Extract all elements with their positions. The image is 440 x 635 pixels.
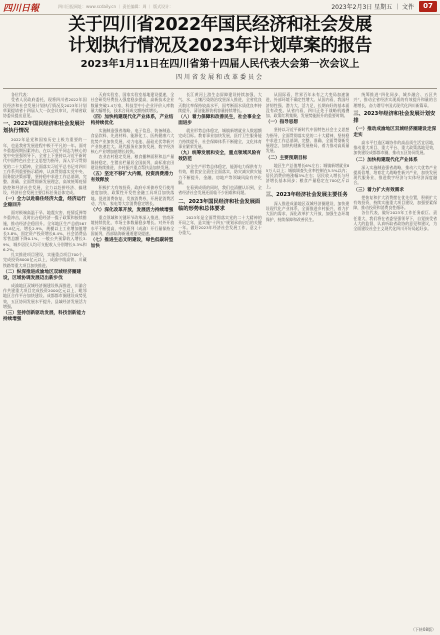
body-paragraph: 深入实施制造强省战略，推动六大优势产业提质倍增，培育壮大战略性新兴产业，加快发展现代服务业，推进数字经济与实体经济深度融合。	[353, 164, 437, 186]
body-paragraph: 2023年是全面贯彻落实党的二十大精神的开局之年，是实施“十四五”规划承前启后的关键一年。做好2023年经济社会发展工作，意义十分重大。	[178, 214, 262, 236]
subsection-heading: （四）加快构建现代化产业体系，产业结构持续优化	[90, 115, 174, 126]
newspaper-logo: 四川日報	[3, 4, 40, 14]
body-paragraph: 实施制造强省战略，电子信息、装备制造、食品饮料、先进材料、能源化工、医药健康六大优势产业加快发展，动力电池、晶硅光伏等新兴产业快速壮大。现代服务业加快发展，数字经济核心产业增加值增长较快。	[90, 128, 175, 154]
body-paragraph: 2022年是党和国家历史上极为重要的一年，也是我省发展进程中极不平凡的一年。面对多重超预期因素冲击，在以习近平同志为核心的党中央坚强领导下，全省上下坚持以习近平新时代中国特色社会主义思想为指导，深入学习贯彻党的二十大精神，全面落实习近平总书记对四川工作系列重要指示精神，认真贯彻落实党中央、国务院决策部署，坚持稳中求进工作总基调，完整、准确、全面贯彻新发展理念，高效统筹疫情防控和经济社会发展，全力以赴拼经济、搞建设，经济社会发展主要目标任务总体完成。	[3, 137, 87, 195]
body-paragraph: 受省人民政府委托，现将四川省2022年国民经济和社会发展计划执行情况及2023年计划草案提请省十四届人大一次会议审议，并请省政协委员提出意见。	[3, 97, 87, 118]
subsection-heading: （三）坚持创新驱动发展，科技创新能力持续增强	[3, 311, 86, 322]
edition-date: 2023年2月3日 星期五 ｜ 文件	[331, 4, 414, 11]
body-paragraph: 各位代表，做好2023年工作任务艰巨、责任重大，我们将在省委坚强领导下，自觉接受省人大的监督，认真听取省政协的意见和建议，为全面建设社会主义现代化四川开好局起好步。	[353, 210, 437, 231]
subsection-heading: （七）推进生态文明建设，绿色低碳转型加快	[90, 238, 174, 249]
body-paragraph: 地区生产总值增长6%左右；城镇新增就业85万人以上；城镇调查失业率控制在5.5%以内；居民消费价格涨幅3%左右；居民收入增长与经济增长基本同步；粮食产量稳定在700亿斤以上。	[265, 162, 350, 189]
section-heading: 一、2022年国民经济和社会发展计划执行情况	[3, 121, 85, 135]
title-line-1: 关于四川省2022年国民经济和社会发展	[68, 15, 372, 35]
continued-note: （下转08版）	[410, 627, 436, 632]
subsection-heading: （六）深化改革开放，发展活力持续增强	[90, 208, 174, 213]
column-1	[3, 92, 87, 633]
body-paragraph: 天府实验室、国家实验室基地建设提速，全社会研发经费投入强度稳步提高，高新技术企业数量突破1.4万家，科技型中小企业评价入库数量大幅增长，技术合同成交额持续增长。	[90, 92, 175, 113]
subsection-heading: （一）推动成渝地区双城经济圈建设走深走实	[353, 126, 437, 138]
header-meta: 四川日报网址：www.scdaily.cn ｜ 责任编辑：周 ｜ 版式设计：	[58, 4, 174, 9]
body-paragraph: 积极扩大有效投资，政府专项债券发行使用进度加快，政策性开发性金融工具项目加快落地。促进消费恢复，发放消费券，开展促消费活动，汽车、家电等大宗消费稳定增长。	[90, 185, 175, 206]
body-paragraph: 就业形势总体稳定，城镇新增就业人数超额完成目标。教育事业加快发展，医疗卫生服务能力持续提升，社会保障体系不断健全，文化体育事业繁荣发展。	[178, 128, 262, 149]
body-paragraph: 坚持以习近平新时代中国特色社会主义思想为指导，全面贯彻落实党的二十大精神，坚持稳中求进工作总基调，完整、准确、全面贯彻新发展理念，加快构建新发展格局，着力推动高质量发展。	[265, 127, 350, 154]
page-number-badge: 07	[419, 1, 437, 12]
body-paragraph: 从国际看，世界百年未有之大变局加速演进，外部环境不确定性增大。从国内看，我国经济韧性强、潜力大、活力足，长期向好的基本面没有改变。从省内看，四川正处于战略机遇叠加、政策红利集聚、发展势能跃升的重要时期。	[265, 92, 350, 118]
subsection-heading: （三）着力扩大有效需求	[353, 187, 404, 193]
body-paragraph: 把恢复和扩大消费摆在优先位置，积极扩大有效投资，持续实施重大项目建设，加强要素保障，推动投资和消费良性循环。	[353, 194, 437, 210]
column-5	[353, 92, 437, 633]
report-title	[0, 15, 440, 57]
body-paragraph: 面对极端高温干旱、地震灾害、疫情反弹等多重冲击，及时出台稳经济一揽子政策和接续措施，推动经济企稳回升。全年地区生产总值56749.8亿元、增长2.9%，规模以上工业增加值增长3.8%，固定资产投资增长8.4%，社会消费品零售总额下降0.1%，一般公共预算收入增长3.9%，城乡居民人均可支配收入分别增长5.3%和6.2%。	[3, 210, 87, 252]
body-paragraph: 深入推进成渝地区双城经济圈建设，加快建设现代化产业体系，全面推进乡村振兴，着力扩大国内需求，深化改革扩大开放，加强生态环境保护，持续保障和改善民生。	[265, 200, 350, 222]
article-body	[3, 92, 437, 633]
page-header-bar	[0, 0, 440, 15]
headline-block	[0, 15, 440, 81]
headline-divider	[3, 88, 437, 89]
column-4	[266, 92, 350, 633]
column-3	[178, 92, 262, 633]
body-paragraph: 扎实推进项目建设，实施重点项目700个，完成投资8000亿元以上，成渝中线高铁、川藏铁路等重大项目加快推进。	[3, 252, 87, 268]
subsection-heading: （九）统筹发展和安全，重点领域风险有效防范	[178, 151, 261, 162]
subsection-heading: （二）纵深推进成渝地区双城经济圈建设，区域协调发展迈出新步伐	[3, 269, 82, 281]
section-heading: 二、2023年国民经济和社会发展面临的形势和总体要求	[178, 198, 261, 212]
subsection-heading: （五）坚定不移扩大内需，投资消费潜力有效释放	[90, 172, 174, 183]
section-heading: 三、2023年经济社会发展主要任务	[265, 191, 348, 198]
report-byline: 四川省发展和改革委员会	[175, 74, 264, 81]
body-paragraph: 长江黄河上游生态屏障建设持续加强，大气、水、土壤污染防治攻坚深入推进，全省优良天数比率保持较高水平，国考断面水质优良率持续提升，清洁能源装机容量持续增长。	[178, 92, 262, 113]
subsection-heading: （一）指导思想	[265, 120, 298, 126]
subsection-heading: （二）主要预期目标	[265, 155, 308, 161]
body-paragraph: 各位代表：	[11, 92, 31, 97]
body-paragraph: 安全生产形势总体稳定，能源电力保供有力有效，粮食安全责任全面落实，防灾减灾救灾能力不断提升，金融、房地产等领域风险有序化解。	[178, 164, 262, 185]
section-heading: 三、2023年经济和社会发展计划安排	[353, 110, 436, 124]
body-paragraph: 重点领域和关键环节改革深入推进，营商环境持续优化，市场主体数量稳步增长。对外开放水平不断提高，中欧班列（成渝）开行量保持全国前列，西部陆海新通道建设提速。	[90, 215, 175, 236]
title-line-2: 计划执行情况及2023年计划草案的报告	[68, 36, 372, 56]
body-paragraph: 高水平打造区域协作的高品质生活宜居地，推动重大项目、重大平台、重大政策落地见效，加快建设成都都市圈，推动五区协同发展。	[353, 139, 437, 156]
body-paragraph: 统筹推进“四化同步、城乡融合、五区共兴”，推动全省经济实现质的有效提升和量的合理增长，奋力谱写中国式现代化四川新篇章。	[353, 92, 437, 108]
subsection-heading: （二）加快构建现代化产业体系	[353, 157, 418, 163]
column-2	[91, 92, 175, 633]
body-paragraph: 农业农村稳定发展，粮食播种面积和总产量保持稳定，生猪出栏量居全国前列，高标准农田建设持续推进，乡村振兴重点帮扶县加快发展。	[90, 154, 175, 170]
body-paragraph: 成渝地区双城经济圈建设纵深推进，川渝合作共建重大项目完成投资2000亿元以上，毗邻地区合作平台加快建设。成都都市圈建设成势见效，五区协同发展水平提升，县域经济发展活力增强。	[3, 282, 87, 309]
subsection-heading: （八）着力保障和改善民生，社会事业全面进步	[178, 115, 261, 126]
subsection-heading: （一）全力以赴稳住经济大盘，经济运行企稳回升	[3, 197, 86, 208]
body-paragraph: 在看到成绩的同时，我们也清醒认识到，全省经济社会发展还面临不少困难和问题。	[178, 185, 262, 196]
report-subtitle: 2023年1月11日在四川省第十四届人民代表大会第一次会议上	[80, 59, 360, 70]
